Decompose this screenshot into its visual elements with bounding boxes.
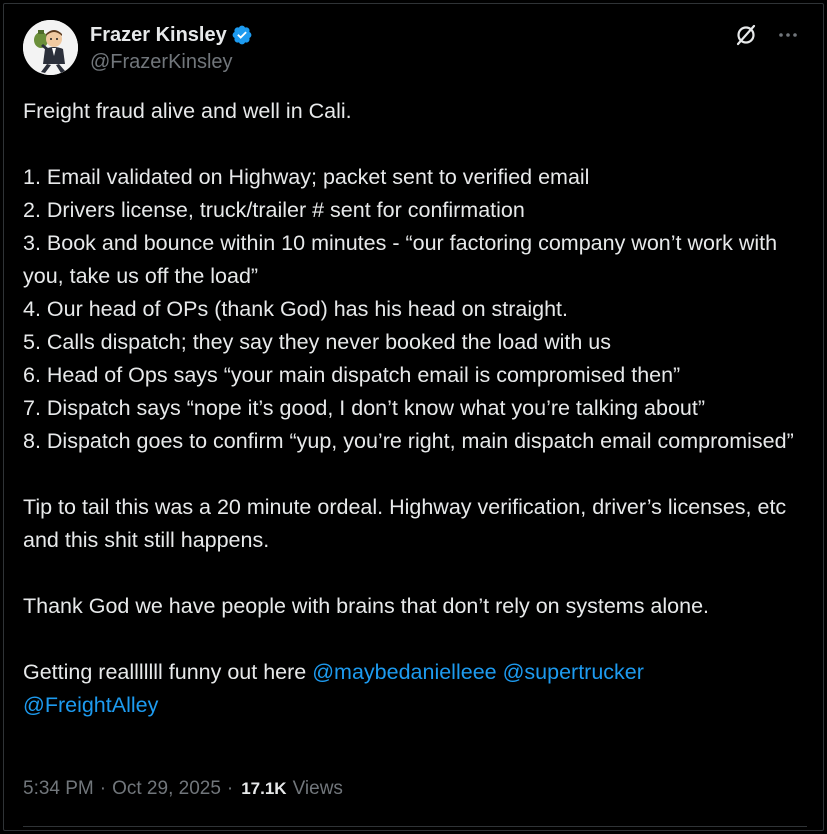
tweet-meta <box>23 778 343 800</box>
paragraph-gap <box>23 623 808 656</box>
closing-text: Getting realllllll funny out here <box>23 660 313 684</box>
list-item: 8. Dispatch goes to confirm “yup, you’re right, main dispatch email compromised” <box>23 429 794 453</box>
tweet-paragraph-tip: Tip to tail this was a 20 minute ordeal. Highway verification, driver’s licenses, etc and this shit still happens. <box>23 495 787 552</box>
author-handle[interactable]: @FrazerKinsley <box>90 51 233 73</box>
tweet-paragraph-thanks: Thank God we have people with brains that don’t rely on systems alone. <box>23 594 709 618</box>
paragraph-gap <box>23 458 808 491</box>
divider <box>23 826 807 827</box>
views-label: Views <box>292 778 343 799</box>
meta-separator: · <box>226 778 234 799</box>
grok-icon[interactable] <box>733 22 759 48</box>
tweet-closing <box>23 656 808 722</box>
verified-badge-icon[interactable] <box>231 24 253 46</box>
avatar[interactable] <box>23 20 78 75</box>
more-dots-icon[interactable] <box>775 22 801 48</box>
list-item: 4. Our head of OPs (thank God) has his head on straight. <box>23 297 568 321</box>
paragraph-gap <box>23 128 808 161</box>
list-item: 5. Calls dispatch; they say they never booked the load with us <box>23 330 612 354</box>
avatar-cartoon-icon <box>23 20 78 75</box>
meta-separator: · <box>99 778 107 799</box>
list-item: 3. Book and bounce within 10 minutes - “our factoring company won’t work with you, take us off the load” <box>23 231 778 288</box>
list-item: 1. Email validated on Highway; packet sent to verified email <box>23 165 590 189</box>
list-item: 6. Head of Ops says “your main dispatch email is compromised then” <box>23 363 681 387</box>
views-count: 17.1K <box>241 779 287 798</box>
tweet-date[interactable]: Oct 29, 2025 <box>112 778 221 799</box>
list-item: 2. Drivers license, truck/trailer # sent for confirmation <box>23 198 525 222</box>
mention-link[interactable]: @supertrucker <box>502 660 644 684</box>
tweet-top-actions <box>733 22 801 48</box>
mention-link[interactable]: @FreightAlley <box>23 693 159 717</box>
name-row <box>90 22 253 48</box>
tweet-header <box>23 20 803 76</box>
mention-link[interactable]: @maybedanielleee <box>312 660 497 684</box>
list-item: 7. Dispatch says “nope it’s good, I don’t know what you’re talking about” <box>23 396 706 420</box>
tweet-text <box>23 95 808 722</box>
tweet-intro: Freight fraud alive and well in Cali. <box>23 99 352 123</box>
author-block <box>90 22 253 74</box>
author-display-name[interactable]: Frazer Kinsley <box>90 23 227 46</box>
paragraph-gap <box>23 557 808 590</box>
tweet-time[interactable]: 5:34 PM <box>23 778 94 799</box>
